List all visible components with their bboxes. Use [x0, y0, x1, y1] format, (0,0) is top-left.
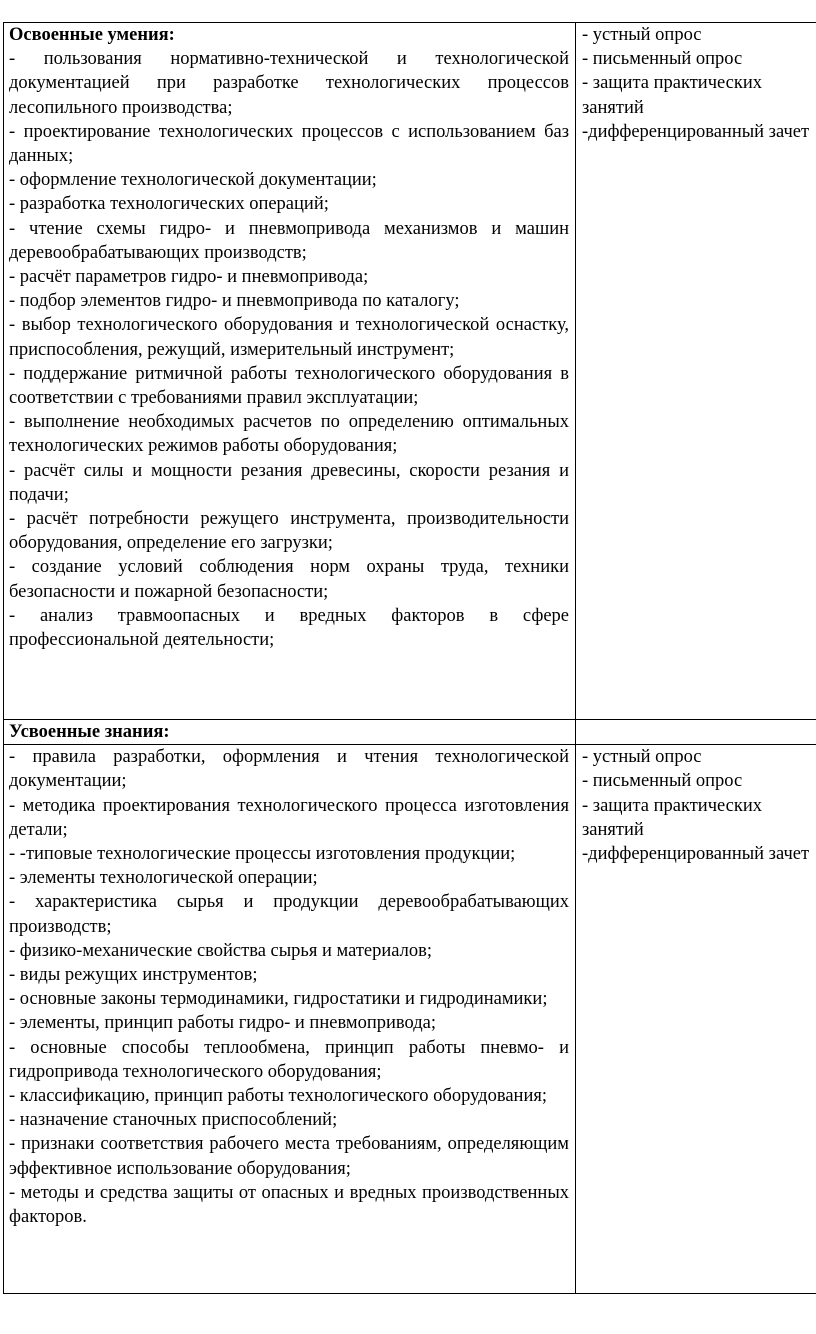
method-item: - защита практических занятий — [582, 795, 763, 840]
method-item: -дифференцированный зачет — [582, 121, 810, 142]
skill-item: - выбор технологического оборудования и технологической оснастку, приспособления, режущий, измерительный инструмент; — [9, 315, 569, 360]
skill-item: - расчёт параметров гидро- и пневмопривода; — [9, 267, 369, 288]
knowledge-item: - признаки соответствия рабочего места требованиям, определяющим эффективное использование оборудования; — [9, 1134, 569, 1179]
skill-item: - анализ травмоопасных и вредных факторов в сфере профессиональной деятельности; — [9, 605, 569, 651]
skill-item: - выполнение необходимых расчетов по определению оптимальных технологических режимов работы оборудования; — [9, 412, 569, 457]
skill-item: - пользования нормативно-технической и технологической документацией при разработке технологических процессов лесопильного производства; — [9, 49, 569, 118]
knowledge-heading: Усвоенные знания: — [9, 722, 170, 742]
knowledge-item: - основные способы теплообмена, принцип работы пневмо- и гидропривода технологического оборудования; — [9, 1037, 569, 1082]
knowledge-item: - физико-механические свойства сырья и материалов; — [9, 940, 433, 961]
knowledge-item: - правила разработки, оформления и чтения технологической документации; — [9, 747, 569, 792]
knowledge-heading-empty-cell — [576, 720, 816, 745]
skills-methods-cell — [576, 23, 816, 720]
knowledge-item: - назначение станочных приспособлений; — [9, 1110, 338, 1131]
method-item: - устный опрос — [582, 25, 702, 45]
skill-item: - проектирование технологических процессов с использованием баз данных; — [9, 121, 569, 167]
method-item: - письменный опрос — [582, 49, 743, 70]
skill-item: - расчёт потребности режущего инструмента, производительности оборудования, определение его загрузки; — [9, 509, 569, 554]
method-item: - защита практических занятий — [582, 73, 763, 118]
knowledge-heading-cell — [4, 720, 576, 745]
competency-table — [3, 22, 816, 1294]
skills-row — [4, 23, 816, 720]
skill-item: - расчёт силы и мощности резания древесины, скорости резания и подачи; — [9, 460, 569, 505]
skill-item: - оформление технологической документации; — [9, 170, 377, 191]
knowledge-item: - виды режущих инструментов; — [9, 965, 258, 986]
knowledge-item: - классификацию, принцип работы технологического оборудования; — [9, 1086, 547, 1107]
knowledge-item: - элементы технологической операции; — [9, 868, 318, 889]
knowledge-item: - характеристика сырья и продукции деревообрабатывающих производств; — [9, 892, 569, 937]
skill-item: - чтение схемы гидро- и пневмопривода механизмов и машин деревообрабатывающих производств; — [9, 218, 569, 263]
knowledge-methods-cell — [576, 745, 816, 1294]
method-item: -дифференцированный зачет — [582, 844, 810, 865]
knowledge-item: - -типовые технологические процессы изготовления продукции; — [9, 844, 516, 865]
method-item: - письменный опрос — [582, 771, 743, 792]
skill-item: - разработка технологических операций; — [9, 194, 329, 215]
knowledge-item: - методы и средства защиты от опасных и вредных производственных факторов. — [9, 1182, 569, 1228]
skills-cell — [4, 23, 576, 720]
skill-item: - создание условий соблюдения норм охраны труда, техники безопасности и пожарной безопасности; — [9, 557, 569, 602]
knowledge-row — [4, 745, 816, 1294]
knowledge-item: - методика проектирования технологического процесса изготовления детали; — [9, 795, 569, 840]
knowledge-cell — [4, 745, 576, 1294]
knowledge-heading-row — [4, 720, 816, 745]
skill-item: - поддержание ритмичной работы технологического оборудования в соответствии с требованиями правил эксплуатации; — [9, 363, 569, 409]
knowledge-item: - основные законы термодинамики, гидростатики и гидродинамики; — [9, 989, 548, 1010]
skill-item: - подбор элементов гидро- и пневмопривода по каталогу; — [9, 291, 460, 312]
knowledge-item: - элементы, принцип работы гидро- и пневмопривода; — [9, 1013, 436, 1034]
skills-heading: Освоенные умения: — [9, 25, 175, 45]
method-item: - устный опрос — [582, 747, 702, 768]
